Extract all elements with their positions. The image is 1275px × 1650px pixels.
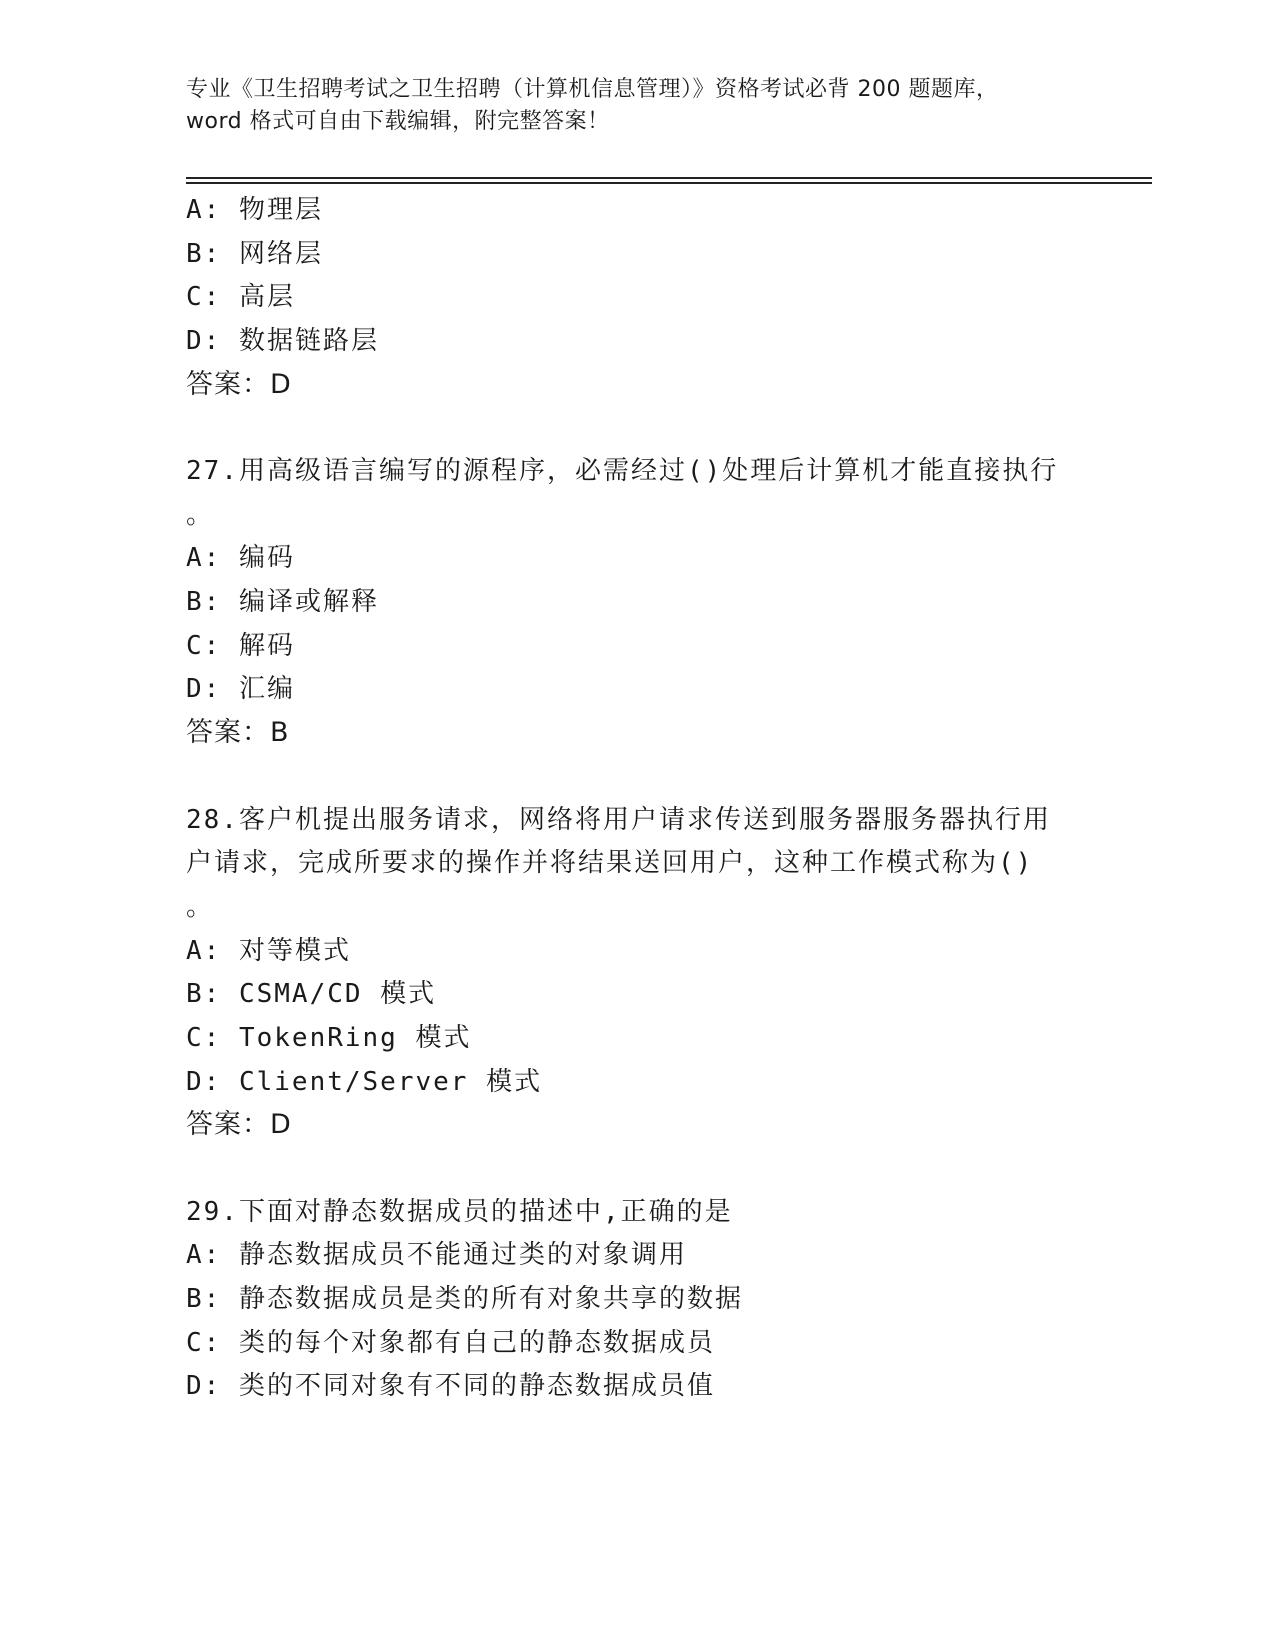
option-c: C: 高层: [186, 282, 295, 312]
option-c: C: 类的每个对象都有自己的静态数据成员: [186, 1328, 715, 1358]
option-b: B: 静态数据成员是类的所有对象共享的数据: [186, 1284, 743, 1314]
answer: 答案：D: [186, 1109, 292, 1140]
question-stem: 29.下面对静态数据成员的描述中,正确的是: [186, 1197, 733, 1227]
option-d: D: 类的不同对象有不同的静态数据成员值: [186, 1371, 715, 1401]
option-d: D: 汇编: [186, 674, 295, 704]
option-a: A: 对等模式: [186, 936, 351, 966]
option-d: D: Client/Server 模式: [186, 1067, 543, 1097]
question-stem-continued: 户请求，完成所要求的操作并将结果送回用户，这种工作模式称为(): [186, 848, 1034, 878]
question-stem-continued: 。: [186, 500, 215, 530]
option-c: C: 解码: [186, 631, 295, 661]
header-divider-bottom: [186, 182, 1152, 184]
option-d: D: 数据链路层: [186, 326, 379, 356]
header-divider-top: [186, 177, 1152, 179]
question-stem: 27.用高级语言编写的源程序，必需经过()处理后计算机才能直接执行: [186, 456, 1059, 486]
answer: 答案：B: [186, 717, 290, 748]
option-a: A: 静态数据成员不能通过类的对象调用: [186, 1240, 687, 1270]
option-b: B: 编译或解释: [186, 587, 379, 617]
option-c: C: TokenRing 模式: [186, 1023, 472, 1053]
question-stem-continued: 。: [186, 892, 215, 922]
document-header: [186, 74, 1086, 138]
option-a: A: 物理层: [186, 195, 323, 225]
header-title-line-2: word 格式可自由下载编辑，附完整答案！: [186, 109, 610, 134]
question-stem: 28.客户机提出服务请求，网络将用户请求传送到服务器服务器执行用: [186, 805, 1051, 835]
answer: 答案：D: [186, 369, 292, 400]
option-b: B: CSMA/CD 模式: [186, 979, 437, 1009]
option-a: A: 编码: [186, 543, 295, 573]
option-b: B: 网络层: [186, 239, 323, 269]
header-title-line-1: 专业《卫生招聘考试之卫生招聘（计算机信息管理）》资格考试必背 200 题题库，: [186, 77, 999, 102]
